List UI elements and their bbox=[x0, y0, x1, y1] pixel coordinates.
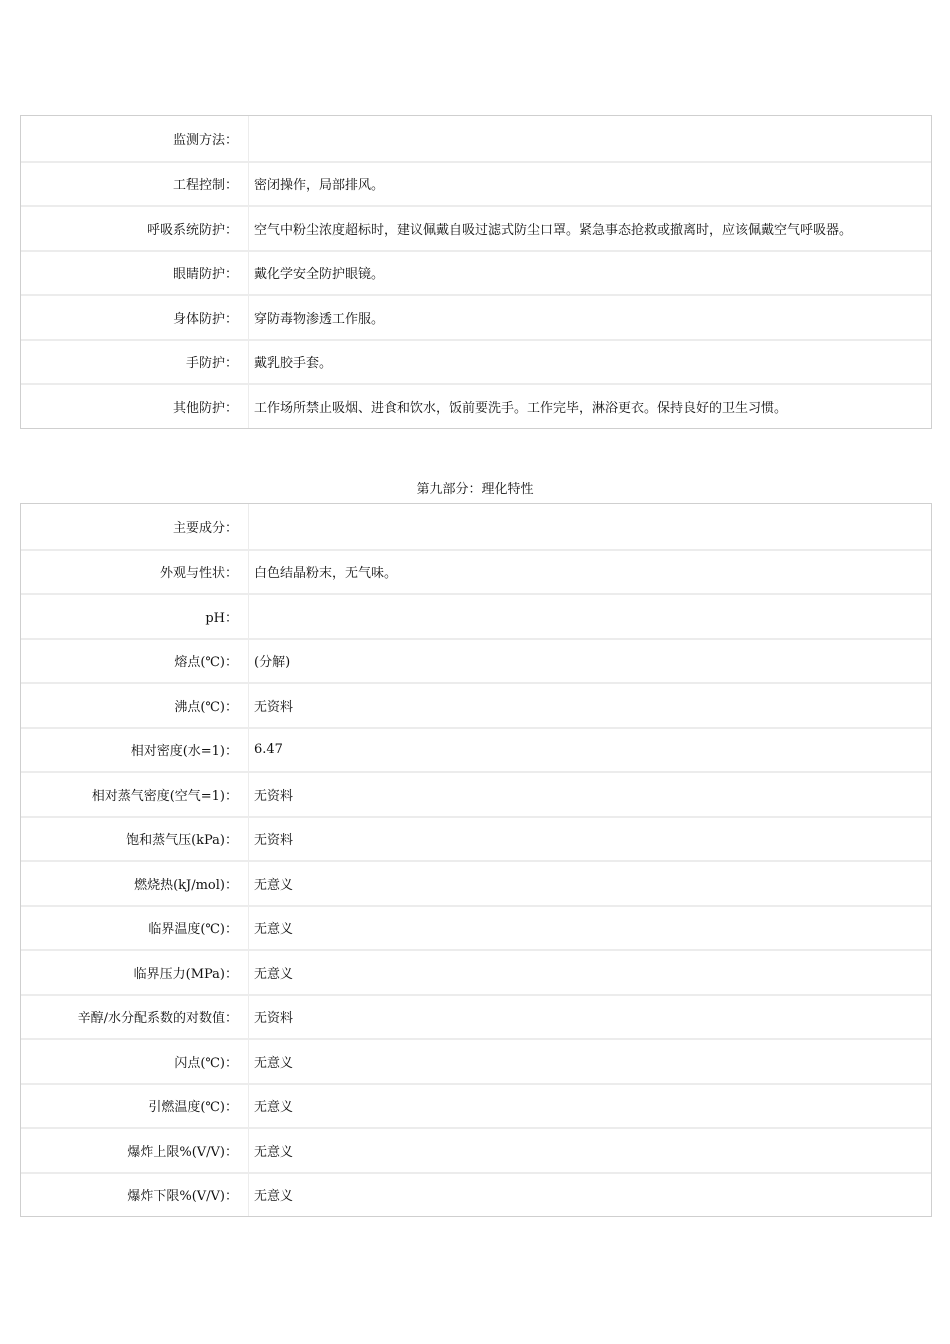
table-row bbox=[21, 383, 931, 428]
row-label: pH： bbox=[21, 595, 249, 638]
row-label: 呼吸系统防护： bbox=[21, 207, 249, 250]
table-row bbox=[21, 161, 931, 206]
row-label: 闪点(℃)： bbox=[21, 1040, 249, 1083]
row-label: 熔点(℃)： bbox=[21, 640, 249, 683]
section-title: 第九部分：理化特性 bbox=[416, 482, 534, 497]
row-value: 穿防毒物渗透工作服。 bbox=[254, 311, 385, 327]
table-row bbox=[21, 816, 931, 861]
row-label: 相对密度(水=1)： bbox=[21, 729, 249, 772]
row-value: 无资料 bbox=[254, 1011, 294, 1027]
table-row bbox=[21, 504, 931, 549]
row-value: 戴化学安全防护眼镜。 bbox=[254, 267, 385, 283]
row-label: 主要成分： bbox=[21, 504, 249, 549]
row-value: 无意义 bbox=[254, 1055, 294, 1071]
row-label: 工程控制： bbox=[21, 163, 249, 206]
table-row bbox=[21, 682, 931, 727]
table-row bbox=[21, 1127, 931, 1172]
row-label: 燃烧热(kJ/mol)： bbox=[21, 862, 249, 905]
row-label: 监测方法： bbox=[21, 116, 249, 161]
table-row bbox=[21, 593, 931, 638]
row-value bbox=[249, 595, 931, 638]
row-value: 6.47 bbox=[254, 742, 283, 758]
row-value: 密闭操作，局部排风。 bbox=[254, 178, 385, 194]
row-value: 无意义 bbox=[254, 1100, 294, 1116]
table-row bbox=[21, 860, 931, 905]
table-row bbox=[21, 116, 931, 161]
table-row bbox=[21, 1083, 931, 1128]
row-label: 其他防护： bbox=[21, 385, 249, 428]
row-value: 空气中粉尘浓度超标时，建议佩戴自吸过滤式防尘口罩。紧急事态抢救或撤离时，应该佩戴空气呼吸器。 bbox=[254, 222, 853, 238]
row-label: 相对蒸气密度(空气=1)： bbox=[21, 773, 249, 816]
row-label: 临界压力(MPa)： bbox=[21, 951, 249, 994]
table-row bbox=[21, 771, 931, 816]
table-row bbox=[21, 250, 931, 295]
row-label: 外观与性状： bbox=[21, 551, 249, 594]
row-label: 沸点(℃)： bbox=[21, 684, 249, 727]
table-row bbox=[21, 905, 931, 950]
table-row bbox=[21, 727, 931, 772]
table-row bbox=[21, 1038, 931, 1083]
row-value: 无资料 bbox=[254, 833, 294, 849]
table-row bbox=[21, 1172, 931, 1217]
row-value: 无意义 bbox=[254, 1189, 294, 1205]
row-value bbox=[249, 116, 931, 161]
table-row bbox=[21, 294, 931, 339]
row-label: 爆炸上限%(V/V)： bbox=[21, 1129, 249, 1172]
row-value: 无资料 bbox=[254, 699, 294, 715]
physchem-table bbox=[20, 503, 932, 1217]
row-value: 戴乳胶手套。 bbox=[254, 356, 333, 372]
row-label: 饱和蒸气压(kPa)： bbox=[21, 818, 249, 861]
table-row bbox=[21, 949, 931, 994]
row-value: 无意义 bbox=[254, 877, 294, 893]
row-label: 临界温度(℃)： bbox=[21, 907, 249, 950]
row-label: 引燃温度(℃)： bbox=[21, 1085, 249, 1128]
row-label: 爆炸下限%(V/V)： bbox=[21, 1174, 249, 1217]
row-label: 辛醇/水分配系数的对数值： bbox=[21, 996, 249, 1039]
row-value: 无资料 bbox=[254, 788, 294, 804]
table-row bbox=[21, 549, 931, 594]
row-value: 无意义 bbox=[254, 1144, 294, 1160]
row-value: 工作场所禁止吸烟、进食和饮水，饭前要洗手。工作完毕，淋浴更衣。保持良好的卫生习惯。 bbox=[254, 400, 788, 416]
table-row bbox=[21, 638, 931, 683]
row-value: 无意义 bbox=[254, 922, 294, 938]
row-label: 眼睛防护： bbox=[21, 252, 249, 295]
table-row bbox=[21, 339, 931, 384]
row-value bbox=[249, 504, 931, 549]
row-label: 手防护： bbox=[21, 341, 249, 384]
table-row bbox=[21, 205, 931, 250]
table-row bbox=[21, 994, 931, 1039]
row-value: 白色结晶粉末，无气味。 bbox=[254, 566, 398, 582]
protection-table bbox=[20, 115, 932, 429]
row-label: 身体防护： bbox=[21, 296, 249, 339]
row-value: (分解) bbox=[254, 655, 291, 671]
row-value: 无意义 bbox=[254, 966, 294, 982]
